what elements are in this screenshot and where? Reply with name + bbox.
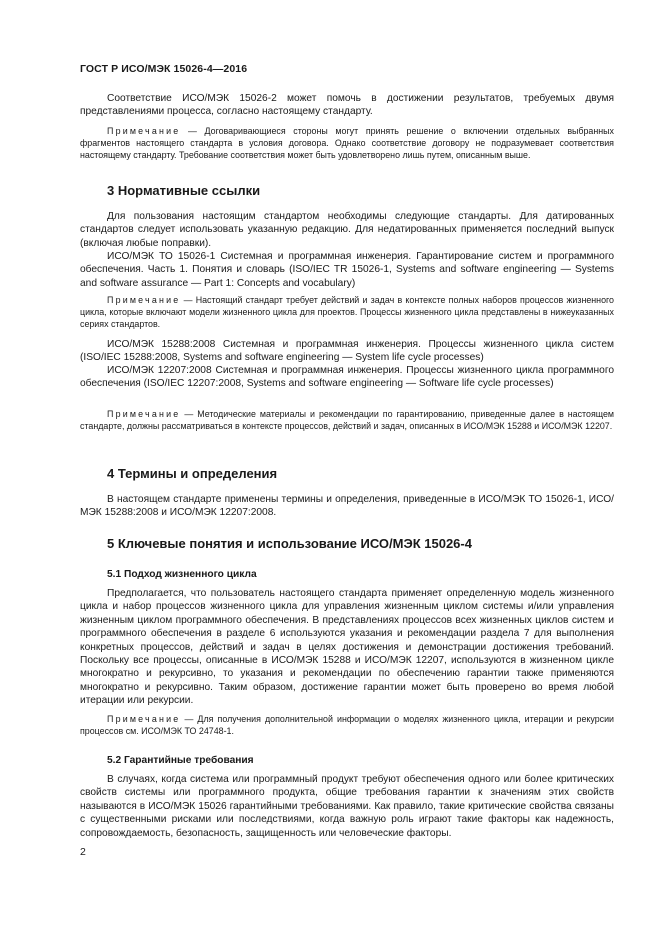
section-3-note-2 — [80, 408, 614, 432]
note-text: — Договаривающиеся стороны могут принять решение о включении отдельных выбранных фрагментов настоящего стандарта в условия договора. Однако соответствие договору не подразумевает соответствия настоящему стандарту. Требование соответствия может быть удовлетворено лишь путем, описанным выше. — [80, 126, 614, 161]
page-number: 2 — [80, 846, 86, 858]
section-3-reference-15288: ИСО/МЭК 15288:2008 Системная и программная инженерия. Процессы жизненного цикла систем (ISO/IEC 15288:2008, Systems and software engineering — System life cycle processes) — [80, 339, 614, 364]
section-3-reference-15026-1: ИСО/МЭК ТО 15026-1 Системная и программная инженерия. Гарантирование систем и программного обеспечения. Часть 1. Понятия и словарь (ISO/IEC TR 15026-1, Systems and software engineering — Systems and software assurance — Part 1: Concepts and vocabulary) — [80, 251, 614, 289]
note-label: Примечание — [107, 126, 181, 136]
subsection-5-1-title: 5.1 Подход жизненного цикла — [107, 569, 257, 580]
note-text: — Настоящий стандарт требует действий и задач в контексте полных наборов процессов жизненного цикла, которые включают модели жизненного цикла для проектов. Процессы жизненного цикла представлены в нижеуказанных сериях стандартов. — [80, 295, 614, 330]
intro-note — [80, 125, 614, 161]
section-3-title: 3 Нормативные ссылки — [107, 183, 261, 198]
section-3-reference-12207: ИСО/МЭК 12207:2008 Системная и программная инженерия. Процессы жизненного цикла программного обеспечения (ISO/IEC 12207:2008, Systems and software engineering — Software life cycle processes) — [80, 365, 614, 390]
note-text: — Методические материалы и рекомендации по гарантированию, приведенные далее в настоящем стандарте, должны рассматриваться в контексте процессов, действий и задач, описанных в ИСО/МЭК 15288 и ИСО/МЭК 12207. — [80, 409, 614, 432]
section-3-paragraph-1: Для пользования настоящим стандартом необходимы следующие стандарты. Для датированных стандартов следует использовать указанную редакцию. Для недатированных применяется последний выпуск (включая любые поправки). — [80, 211, 614, 249]
document-header: ГОСТ Р ИСО/МЭК 15026-4—2016 — [80, 63, 248, 75]
note-label: Примечание — [107, 409, 181, 419]
section-4-paragraph: В настоящем стандарте применены термины и определения, приведенные в ИСО/МЭК ТО 15026-1, ИСО/МЭК 15288:2008 и ИСО/МЭК 12207:2008. — [80, 494, 614, 519]
intro-paragraph: Соответствие ИСО/МЭК 15026-2 может помочь в достижении результатов, требуемых двумя представлениями процесса, согласно настоящему стандарту. — [80, 93, 614, 118]
section-4-title: 4 Термины и определения — [107, 466, 278, 481]
subsection-5-2-paragraph: В случаях, когда система или программный продукт требуют обеспечения одного или более критических свойств системы или программного продукта, общие требования гарантии к значениям этих свойств называются в ИСО/МЭК 15026 гарантийными требованиями. Как правило, такие критические свойства связаны с существенными рисками или последствиями, когда важную роль играют такие факторы как надежность, сопровождаемость, безопасность, защищенность или человеческие факторы. — [80, 774, 614, 839]
section-3-note-1 — [80, 294, 614, 330]
subsection-5-2-title: 5.2 Гарантийные требования — [107, 755, 254, 766]
note-label: Примечание — [107, 714, 181, 724]
section-5-title: 5 Ключевые понятия и использование ИСО/МЭК 15026-4 — [107, 536, 472, 551]
subsection-5-1-note — [80, 713, 614, 737]
note-text: — Для получения дополнительной информации о моделях жизненного цикла, итерации и рекурсии процессов см. ИСО/МЭК ТО 24748-1. — [80, 714, 614, 737]
note-label: Примечание — [107, 295, 181, 305]
subsection-5-1-paragraph: Предполагается, что пользователь настоящего стандарта применяет определенную модель жизненного цикла и набор процессов жизненного цикла для управления жизненным циклом системы и/или управления жизненным циклом программного обеспечения. В представлениях процессов всех жизненных циклов систем и программного обеспечения в разделе 6 используются указания и рекомендации раздела 7 для выполнения конкретных процессов, действий и задач в целях достижения и демонстрации достижения требований. Поскольку все процессы, описанные в ИСО/МЭК 15288 и ИСО/МЭК 12207, используются в жизненном цикле многократно и рекурсивно, то указания и рекомендации по обеспечению гарантии также применяются многократно и рекурсивно. Таким образом, достижение гарантии может быть проверено во время любой итерации или рекурсии. — [80, 588, 614, 707]
